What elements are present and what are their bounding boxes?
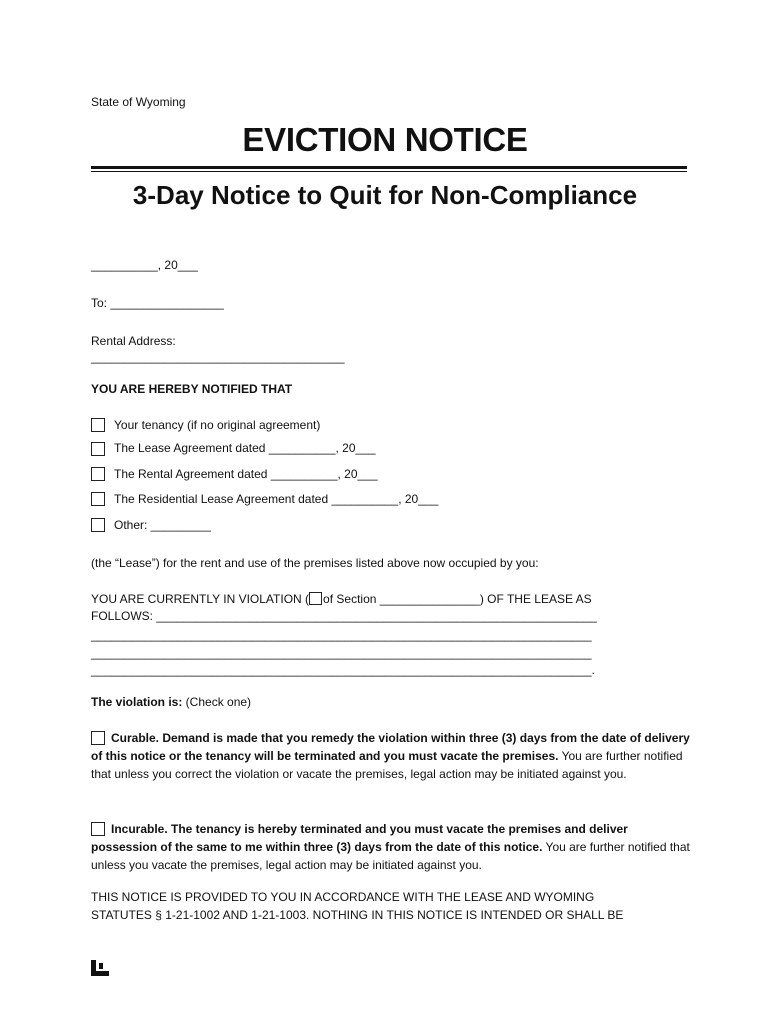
date-field[interactable]: __________, 20___ bbox=[91, 258, 198, 272]
violation-line-2[interactable]: FOLLOWS: __________________________________________________________________ bbox=[91, 609, 597, 623]
state-label: State of Wyoming bbox=[91, 95, 186, 109]
incurable-bold: Incurable. The tenancy is hereby terminated and you must vacate the premises and deliver possession of the same to me within three (3) days from the date of this notice. bbox=[91, 822, 628, 854]
violation-line-3[interactable]: ___________________________________________________________________________ bbox=[91, 628, 592, 642]
curable-bold: Curable. Demand is made that you remedy the violation within three (3) days from the date of delivery of this notice or the tenancy will be terminated and you must vacate the premises. bbox=[91, 731, 690, 763]
option-label-lease: The Lease Agreement dated __________, 20___ bbox=[114, 441, 376, 455]
rental-address-field[interactable]: ______________________________________ bbox=[91, 350, 345, 364]
violation-start: YOU ARE CURRENTLY IN VIOLATION ( bbox=[91, 592, 310, 606]
violation-is-rest: (Check one) bbox=[182, 695, 252, 709]
option-label-rental: The Rental Agreement dated __________, 20___ bbox=[114, 467, 378, 481]
option-label-other: Other: _________ bbox=[114, 518, 211, 532]
violation-is-bold: The violation is: bbox=[91, 695, 183, 709]
notified-statement bbox=[91, 381, 292, 398]
option-label-tenancy: Your tenancy (if no original agreement) bbox=[114, 418, 321, 432]
option-checkbox-other[interactable] bbox=[91, 518, 105, 532]
curable-rest: You are further notified that unless you correct the violation or vacate the premises, legal action may be initiated against you. bbox=[91, 749, 683, 781]
curable-paragraph bbox=[91, 729, 691, 783]
option-label-residential: The Residential Lease Agreement dated __________, 20___ bbox=[114, 492, 439, 506]
violation-line-1 bbox=[91, 591, 592, 608]
title-rule-thick bbox=[91, 166, 687, 169]
statutes-line-1: THIS NOTICE IS PROVIDED TO YOU IN ACCORDANCE WITH THE LEASE AND WYOMING bbox=[91, 890, 595, 904]
title-rule-thin bbox=[91, 171, 687, 172]
option-checkbox-lease[interactable] bbox=[91, 442, 105, 456]
page-subtitle: 3-Day Notice to Quit for Non-Compliance bbox=[132, 180, 638, 210]
violation-line-4[interactable]: ___________________________________________________________________________ bbox=[91, 646, 592, 660]
violation-line-5[interactable]: ___________________________________________________________________________. bbox=[91, 663, 595, 677]
page-title: EVICTION NOTICE bbox=[242, 121, 528, 158]
to-field[interactable]: To: _________________ bbox=[91, 296, 224, 310]
statutes-line-2: STATUTES § 1-21-1002 AND 1-21-1003. NOTHING IN THIS NOTICE IS INTENDED OR SHALL BE bbox=[91, 908, 624, 922]
lease-statement: (the “Lease”) for the rent and use of the premises listed above now occupied by you: bbox=[91, 556, 539, 570]
document-logo-icon bbox=[91, 960, 109, 976]
section-checkbox[interactable] bbox=[309, 592, 322, 605]
incurable-rest: You are further notified that unless you vacate the premises, legal action may be initiated against you. bbox=[91, 840, 690, 872]
violation-section: of Section _______________) OF THE LEASE AS bbox=[323, 592, 592, 606]
violation-is-heading bbox=[91, 694, 251, 711]
option-checkbox-rental[interactable] bbox=[91, 467, 105, 481]
option-checkbox-tenancy[interactable] bbox=[91, 418, 105, 432]
notified-lead: YOU ARE HEREBY NOTIFIED THAT bbox=[91, 382, 293, 396]
rental-address-label: Rental Address: bbox=[91, 334, 176, 348]
incurable-paragraph bbox=[91, 820, 691, 874]
option-checkbox-residential[interactable] bbox=[91, 492, 105, 506]
